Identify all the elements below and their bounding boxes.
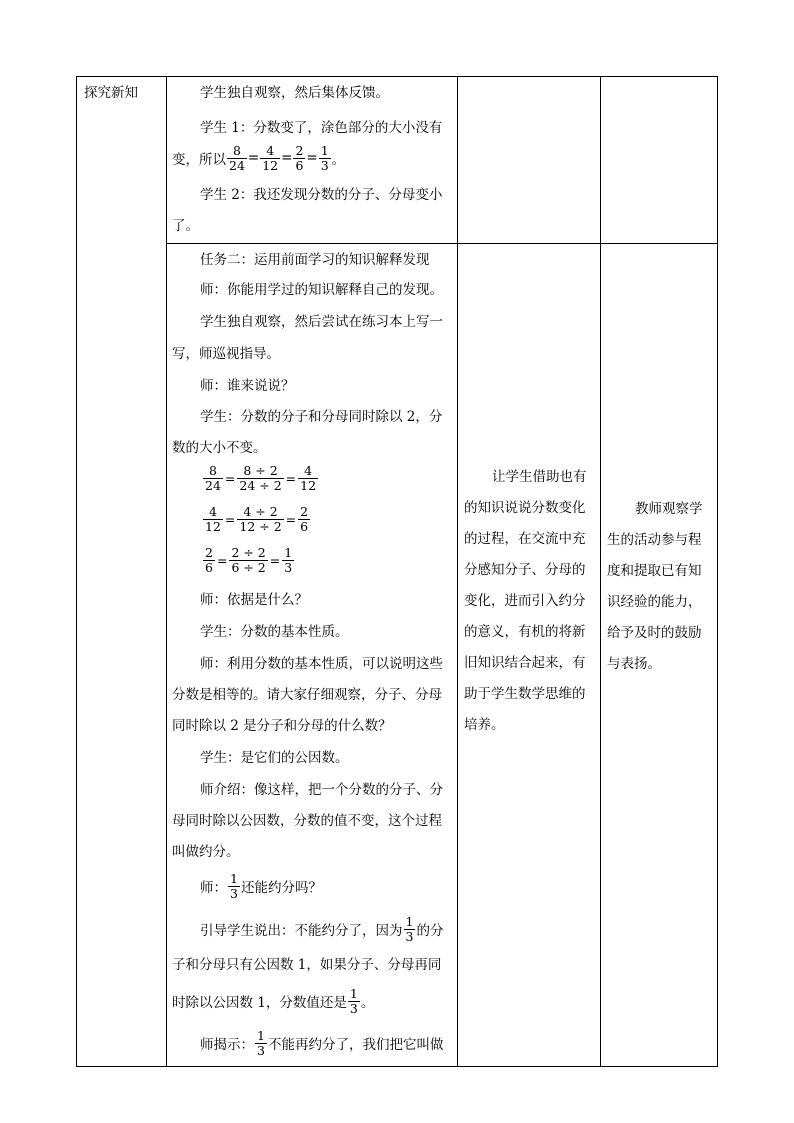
teacher-explain-3: 同时除以 2 是分子和分母的什么数？ <box>172 718 392 734</box>
teacher-explain-1: 师：利用分数的基本性质，可以说明这些 <box>200 656 443 672</box>
teacher-question: 师：你能用学过的知识解释自己的发现。 <box>200 282 443 298</box>
equation-3: $\frac{2}{6}$ = $\frac{2 \div 2}{6 \div 2}$ = $\frac{1}{3}$ <box>205 545 293 575</box>
design-intent-line: 助于学生数学思维的 <box>464 686 586 702</box>
evaluation-line: 与表扬。 <box>607 656 661 672</box>
student-common-factor: 学生：是它们的公因数。 <box>200 750 349 766</box>
student-answer-2: 数的大小不变。 <box>172 440 267 456</box>
row1-p1: 学生独自观察，然后集体反馈。 <box>200 85 389 101</box>
evaluation-line: 给予及时的鼓励 <box>607 625 702 641</box>
fraction-8-24: $\frac{8}{24}$ <box>229 142 245 173</box>
fraction-1-3: $\frac{1}{3}$ <box>320 142 329 173</box>
evaluation-line: 生的活动参与程 <box>607 532 702 548</box>
student-answer: 学生：分数的分子和分母同时除以 2，分 <box>200 409 443 425</box>
teacher-who: 师：谁来说说？ <box>200 378 295 394</box>
col-divider-1 <box>166 76 167 1067</box>
row1-p3-prefix: 变，所以 <box>172 152 226 168</box>
design-intent-line: 培养。 <box>464 717 505 733</box>
guide-line-3: 时除以公因数 1，分数值还是 $\frac{1}{3}$ 。 <box>172 985 375 1016</box>
equation-1: $\frac{8}{24}$ = $\frac{8 \div 2}{24 \div 2}$ = $\frac{4}{12}$ <box>205 463 317 493</box>
design-intent-line: 的过程，在交流中充 <box>464 531 586 547</box>
evaluation-line: 度和提取已有知 <box>607 563 702 579</box>
table-right-border <box>717 76 718 1067</box>
student-observe-2: 写，师巡视指导。 <box>172 346 280 362</box>
design-intent-line: 让学生借助也有 <box>492 469 587 485</box>
teacher-explain-2: 分数是相等的。请大家仔细观察，分子、分母 <box>172 687 442 703</box>
evaluation-line: 识经验的能力， <box>607 594 702 610</box>
teacher-intro-2: 母同时除以公因数，分数的值不变，这个过程 <box>172 813 442 829</box>
design-intent-line: 的知识说说分数变化 <box>464 500 586 516</box>
design-intent-line: 的意义，有机的将新 <box>464 624 586 640</box>
table-top-border <box>76 76 718 77</box>
row1-p5: 了。 <box>172 218 199 234</box>
table-left-border <box>76 76 77 1067</box>
fraction-2-6: $\frac{2}{6}$ <box>295 142 304 173</box>
teacher-basis: 师：依据是什么？ <box>200 592 308 608</box>
design-intent-line: 旧知识结合起来，有 <box>464 655 586 671</box>
teacher-reveal: 师揭示： $\frac{1}{3}$ 不能再约分了，我们把它叫做 <box>200 1027 444 1058</box>
section-label: 探究新知 <box>84 85 138 101</box>
design-intent-column <box>458 462 600 741</box>
evaluation-line: 教师观察学 <box>635 501 703 517</box>
teacher-intro-3: 叫做约分。 <box>172 844 240 860</box>
student-observe: 学生独自观察，然后尝试在练习本上写一 <box>200 314 443 330</box>
guide-line-1: 引导学生说出：不能约分了，因为 $\frac{1}{3}$ 的分 <box>200 913 444 944</box>
row-divider <box>166 243 718 244</box>
teacher-question-one-third: 师： $\frac{1}{3}$ 还能约分吗？ <box>200 870 322 901</box>
teacher-intro-1: 师介绍：像这样，把一个分数的分子、分 <box>200 782 443 798</box>
row1-p2: 学生 1：分数变了，涂色部分的大小没有 <box>200 120 443 136</box>
row1-p3: 变，所以 $\frac{8}{24}$ = $\frac{4}{12}$ = $\frac{2}{6}$ = $\frac{1}{3}$ 。 <box>172 142 346 173</box>
design-intent-line: 变化，进而引入约分 <box>464 593 586 609</box>
student-property: 学生：分数的基本性质。 <box>200 624 349 640</box>
equation-2: $\frac{4}{12}$ = $\frac{4 \div 2}{12 \div 2}$ = $\frac{2}{6}$ <box>205 504 309 534</box>
table-bottom-border <box>76 1066 718 1067</box>
guide-line-2: 子和分母只有公因数 1，如果分子、分母再同 <box>172 957 442 973</box>
design-intent-line: 分感知分子、分母的 <box>464 562 586 578</box>
evaluation-column <box>601 494 717 680</box>
row1-p4: 学生 2：我还发现分数的分子、分母变小 <box>200 187 443 203</box>
fraction-4-12: $\frac{4}{12}$ <box>262 142 279 173</box>
task2-line: 任务二：运用前面学习的知识解释发现 <box>200 252 430 268</box>
